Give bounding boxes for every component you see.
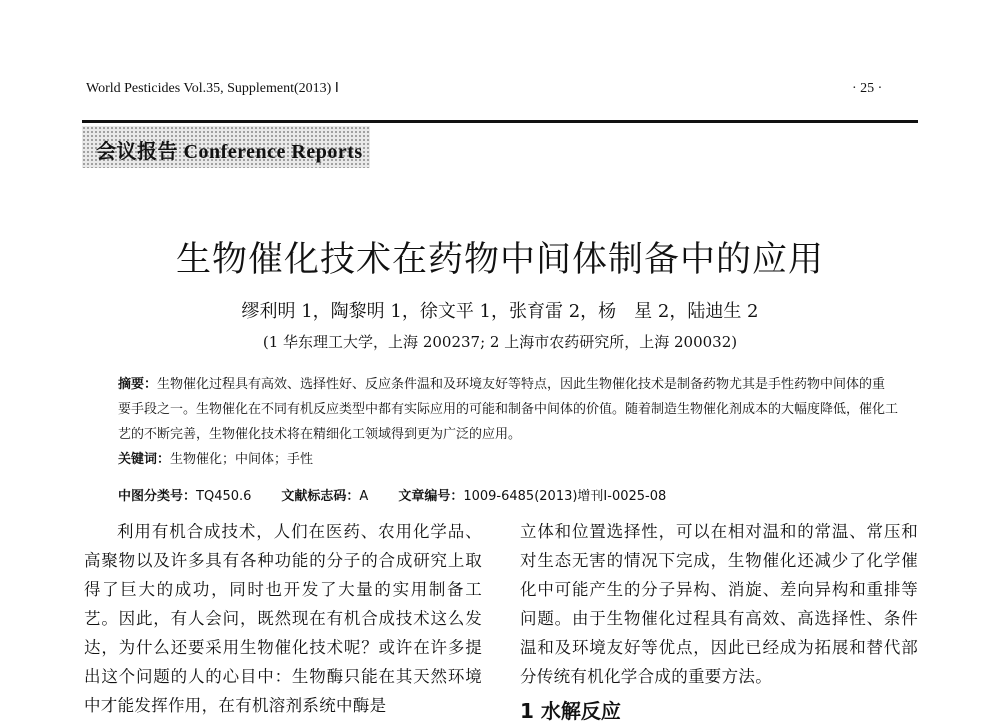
keywords-text: 生物催化；中间体；手性 xyxy=(170,452,314,467)
keywords-label: 关键词： xyxy=(118,452,171,467)
doc-code-label: 文献标志码： xyxy=(281,489,360,504)
affiliations: (1 华东理工大学，上海 200237; 2 上海市农药研究所，上海 200032) xyxy=(262,333,738,351)
keywords xyxy=(118,447,898,472)
abstract-label: 摘要： xyxy=(118,377,158,392)
journal-header: World Pesticides Vol.35, Supplement(2013) Ⅰ xyxy=(86,81,339,96)
body-paragraph: 利用有机合成技术，人们在医药、农用化学品、高聚物以及许多具有各种功能的分子的合成研究上取得了巨大的成功，同时也开发了大量的实用制备工艺。因此，有人会问，既然现在有机合成技术这么发达，为什么还要采用生物催化技术呢？或许在许多提出这个问题的人的心目中：生物酶只能在其天然环境中才能发挥作用，在有机溶剂系统中酶是 xyxy=(84,522,482,715)
article-no-value: 1009-6485(2013)增刊Ⅰ-0025-08 xyxy=(463,489,667,504)
section-label: 会议报告 Conference Reports xyxy=(96,141,363,163)
page-number: · 25 · xyxy=(852,81,883,96)
abstract-text: 生物催化过程具有高效、选择性好、反应条件温和及环境友好等特点，因此生物催化技术是制备药物尤其是手性药物中间体的重要手段之一。生物催化在不同有机反应类型中都有实际应用的可能和制备中间体的价值。随着制造生物催化剂成本的大幅度降低，催化工艺的不断完善，生物催化技术将在精细化工领域得到更为广泛的应用。 xyxy=(118,377,899,442)
clc-value: TQ450.6 xyxy=(196,489,252,504)
classification-line xyxy=(118,485,666,504)
body-column-right xyxy=(520,517,918,691)
header-rule xyxy=(82,120,918,123)
section-banner xyxy=(82,126,370,168)
section-heading: 1 水解反应 xyxy=(520,699,621,723)
article-no-label: 文章编号： xyxy=(398,489,464,504)
doc-code-value: A xyxy=(359,489,369,504)
clc-label: 中图分类号： xyxy=(118,489,197,504)
body-paragraph: 立体和位置选择性，可以在相对温和的常温、常压和对生态无害的情况下完成，生物催化还减少了化学催化中可能产生的分子异构、消旋、差向异构和重排等问题。由于生物催化过程具有高效、高选择性、条件温和及环境友好等优点，因此已经成为拓展和替代部分传统有机化学合成的重要方法。 xyxy=(520,522,918,686)
author-list: 缪利明 1，陶黎明 1，徐文平 1，张育雷 2，杨 星 2，陆迪生 2 xyxy=(241,301,759,322)
abstract xyxy=(118,372,898,447)
body-column-left xyxy=(84,517,482,720)
article-title: 生物催化技术在药物中间体制备中的应用 xyxy=(175,240,824,280)
abstract-block xyxy=(118,372,898,472)
